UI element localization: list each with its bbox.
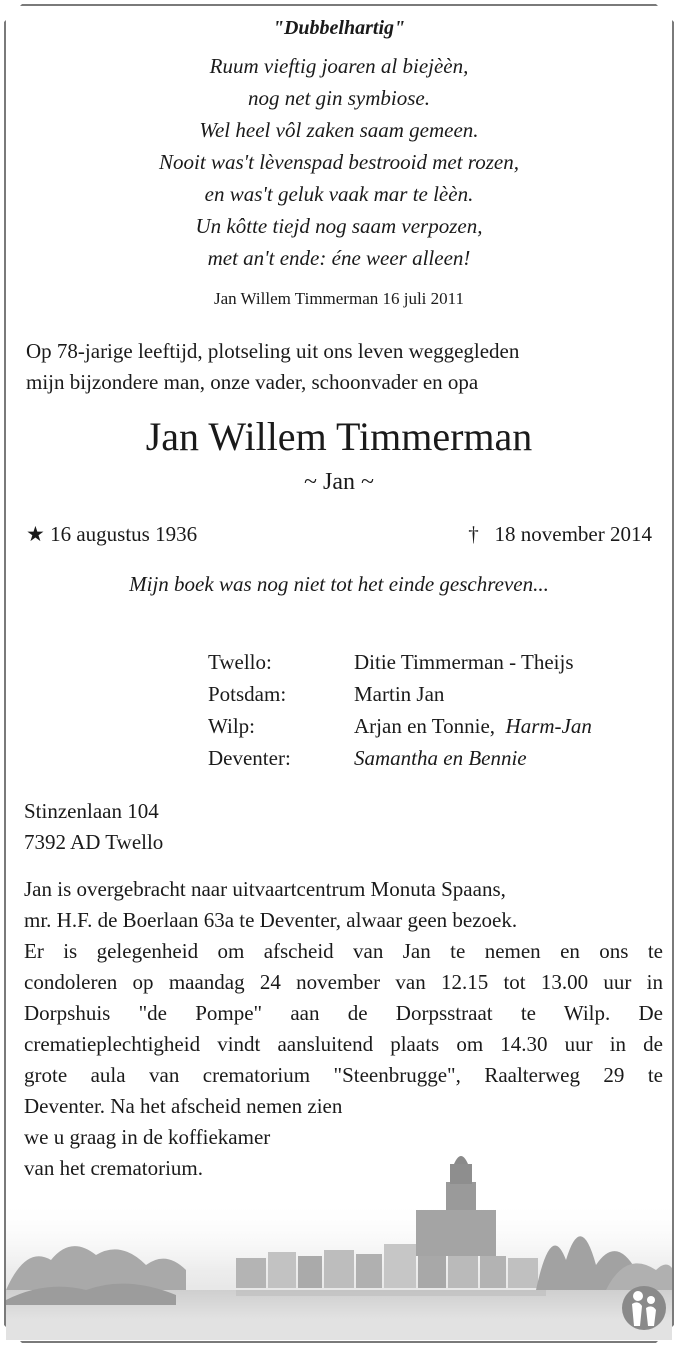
family-list	[208, 650, 592, 778]
funeral-line: Jan is overgebracht naar uitvaartcentrum Monuta Spaans,	[24, 877, 506, 901]
poem-line: met an't ende: éne weer alleen!	[207, 246, 471, 270]
funeral-line: Deventer. Na het afscheid nemen zien	[24, 1094, 343, 1118]
emblem-logo	[620, 1282, 668, 1334]
quote: Mijn boek was nog niet tot het einde geschreven...	[129, 572, 549, 596]
address-city: 7392 AD Twello	[24, 830, 164, 854]
address	[24, 796, 163, 858]
funeral-line: condoleren op maandag 24 november van 12.15 tot 13.00 uur in	[24, 970, 663, 994]
family-row	[208, 682, 592, 714]
intro-text	[26, 336, 519, 398]
deceased-name: Jan Willem Timmerman	[145, 414, 533, 459]
funeral-line: van het crematorium.	[24, 1156, 204, 1180]
family-names: Arjan en Tonnie, Harm-Jan	[354, 714, 592, 738]
star-icon: ★	[26, 522, 45, 546]
funeral-line: crematieplechtigheid vindt aansluitend plaats om 14.30 uur in de	[24, 1032, 663, 1056]
poem-line: Un kôtte tiejd nog saam verpozen,	[195, 214, 483, 238]
family-names: Samantha en Bennie	[354, 746, 527, 770]
birth-date	[26, 522, 197, 547]
poem	[0, 50, 678, 274]
family-row	[208, 650, 592, 682]
deventer-skyline-image	[6, 1140, 672, 1340]
address-street: Stinzenlaan 104	[24, 799, 159, 823]
family-place: Potsdam:	[208, 682, 287, 706]
poem-line: nog net gin symbiose.	[248, 86, 430, 110]
poem-line: Nooit was't lèvenspad bestrooid met rozen,	[159, 150, 519, 174]
family-row	[208, 746, 592, 778]
family-row	[208, 714, 592, 746]
poem-line: Ruum vieftig joaren al biejèèn,	[209, 54, 469, 78]
funeral-line: grote aula van crematorium "Steenbrugge", Raalterweg 29 te	[24, 1063, 663, 1087]
family-names: Martin Jan	[354, 682, 445, 706]
family-place: Wilp:	[208, 714, 255, 738]
family-names: Ditie Timmerman - Theijs	[354, 650, 574, 674]
death-date	[468, 522, 652, 547]
cross-icon: †	[468, 522, 479, 546]
poem-title: "Dubbelhartig"	[272, 17, 406, 39]
funeral-line: Er is gelegenheid om afscheid van Jan te nemen en ons te	[24, 939, 663, 963]
family-place: Deventer:	[208, 746, 291, 770]
poem-line: en was't geluk vaak mar te lèèn.	[204, 182, 474, 206]
poem-line: Wel heel vôl zaken saam gemeen.	[199, 118, 479, 142]
funeral-info	[24, 874, 663, 1184]
deceased-nickname: ~ Jan ~	[304, 469, 374, 495]
birth-date-text: 16 augustus 1936	[50, 522, 198, 546]
family-place: Twello:	[208, 650, 272, 674]
death-date-text: 18 november 2014	[494, 522, 652, 546]
intro-line: Op 78-jarige leeftijd, plotseling uit ons leven weggegleden	[26, 339, 520, 363]
intro-line: mijn bijzondere man, onze vader, schoonvader en opa	[26, 370, 479, 394]
funeral-line: Dorpshuis "de Pompe" aan de Dorpsstraat te Wilp. De	[24, 1001, 663, 1025]
funeral-line: we u graag in de koffiekamer	[24, 1125, 271, 1149]
funeral-line: mr. H.F. de Boerlaan 63a te Deventer, alwaar geen bezoek.	[24, 908, 518, 932]
poem-signature: Jan Willem Timmerman 16 juli 2011	[213, 289, 465, 308]
